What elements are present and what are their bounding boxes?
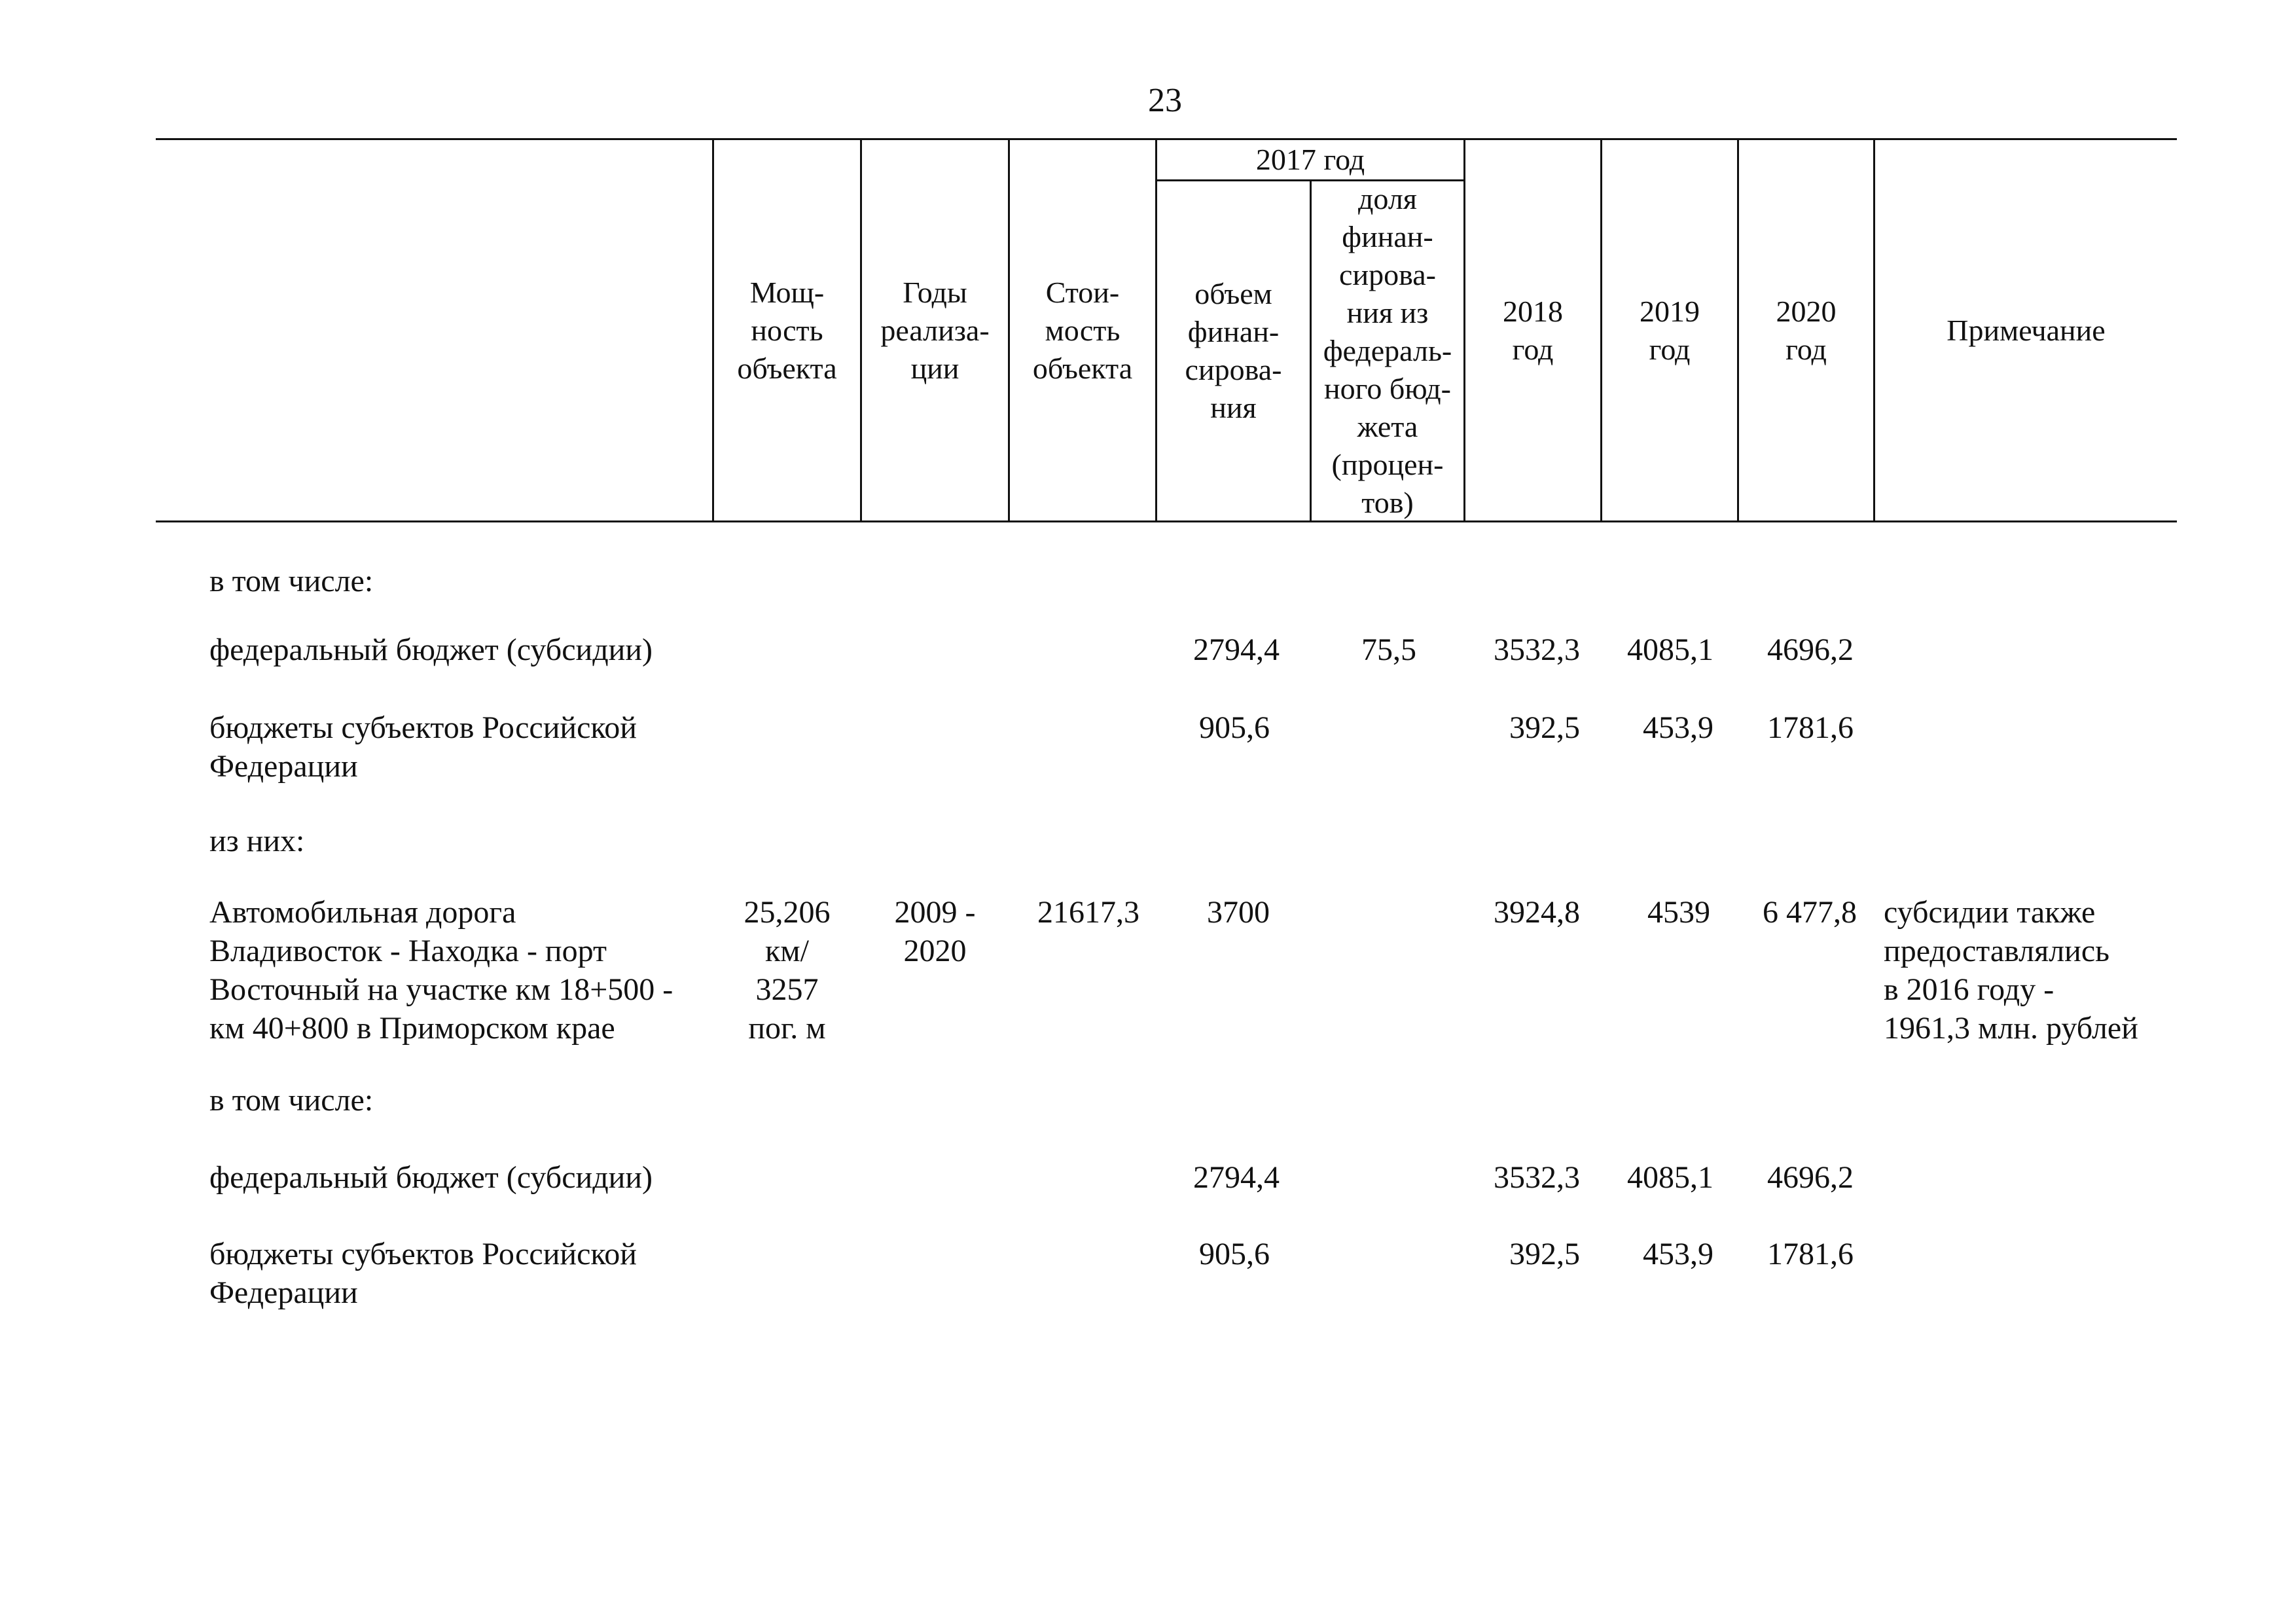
row-label: в том числе: [209,564,374,598]
cell-volume: 2794,4 [1193,632,1280,667]
cell-volume: 905,6 [1199,1237,1270,1271]
cell-2020: 6 477,8 [1763,895,1857,930]
header-year-2017: 2017 год [1255,143,1365,176]
cell-2018: 392,5 [1509,1237,1580,1271]
page-number: 23 [1148,82,1182,119]
row-label: бюджеты субъектов Российской Федерации [209,1237,637,1310]
cell-capacity: 25,206 км/ 3257 пог. м [744,895,831,1046]
cell-share: 75,5 [1361,632,1416,667]
cell-2018: 3532,3 [1494,632,1580,667]
row-label: федеральный бюджет (субсидии) [209,1160,653,1195]
row-label: в том числе: [209,1083,374,1118]
header-2019: 2019 год [1640,294,1700,366]
cell-volume: 3700 [1207,895,1270,930]
cell-2019: 4085,1 [1627,1160,1713,1195]
cell-volume: 905,6 [1199,710,1270,745]
header-capacity: Мощ- ность объекта [737,275,837,385]
row-label: из них: [209,824,305,858]
cell-2020: 4696,2 [1767,632,1854,667]
header-note: Примечание [1946,313,2106,347]
header-2020: 2020 год [1776,294,1837,366]
row-label: Автомобильная дорога Владивосток - Находка - порт Восточный на участке км 18+500 - км 40+800 в Приморском крае [209,895,673,1046]
cell-2018: 3924,8 [1494,895,1580,930]
cell-2020: 1781,6 [1767,710,1854,745]
row-label: бюджеты субъектов Российской Федерации [209,710,637,784]
cell-years: 2009 - 2020 [894,895,976,968]
header-years: Годы реализа- ции [880,275,990,385]
cell-2020: 4696,2 [1767,1160,1854,1195]
header-share: доля финан- сирова- ния из федераль- ного бюд- жета (процен- тов) [1323,182,1452,519]
cell-2020: 1781,6 [1767,1237,1854,1271]
row-label: федеральный бюджет (субсидии) [209,632,653,667]
cell-2018: 3532,3 [1494,1160,1580,1195]
cell-2019: 453,9 [1643,1237,1713,1271]
header-cost: Стои- мость объекта [1032,275,1133,385]
header-2018: 2018 год [1503,294,1563,366]
cell-2018: 392,5 [1509,710,1580,745]
cell-cost: 21617,3 [1037,895,1139,930]
cell-note: субсидии также предоставлялись в 2016 году - 1961,3 млн. рублей [1884,895,2138,1046]
cell-volume: 2794,4 [1193,1160,1280,1195]
cell-2019: 453,9 [1643,710,1713,745]
cell-2019: 4085,1 [1627,632,1713,667]
cell-2019: 4539 [1647,895,1710,930]
header-volume: объем финан- сирова- ния [1185,277,1282,424]
